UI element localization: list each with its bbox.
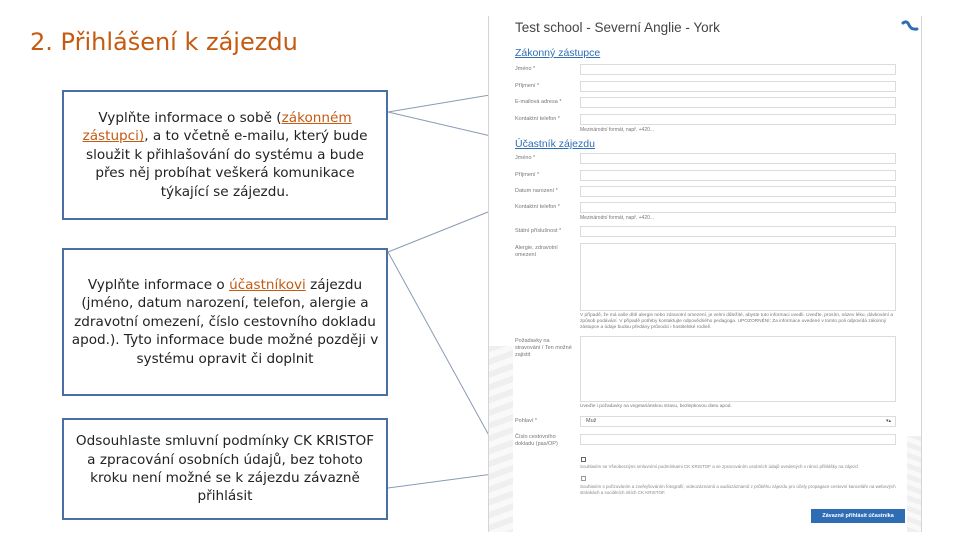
participant-document-input[interactable] <box>580 434 896 445</box>
callout-guardian-rest: , a to včetně e-mailu, který bude sloužit k přihlašování do systému a bude přes něj probíhat veškerá komunikace týkající se zájezdu. <box>86 128 368 200</box>
consent-terms-checkbox[interactable] <box>581 457 586 462</box>
registration-form <box>513 16 897 532</box>
participant-transport-textarea[interactable] <box>580 336 896 402</box>
section-participant-heading: Účastník zájezdu <box>515 138 595 150</box>
guardian-last-name-label: Příjmení * <box>515 83 540 89</box>
callout-participant-intro: Vyplňte informace o <box>87 277 230 294</box>
swirl-logo-icon <box>901 20 919 34</box>
guardian-last-name-input[interactable] <box>580 81 896 92</box>
transport-note: Uveďte i požadavky na vegetariánskou stravu, bezlepkovou dietu apod. <box>580 404 732 409</box>
participant-first-name-label: Jméno * <box>515 155 536 161</box>
participant-birth-date-label: Datum narození * <box>515 188 558 194</box>
guardian-phone-input[interactable] <box>580 114 896 125</box>
slide-title: 2. Přihlášení k zájezdu <box>30 28 298 56</box>
guardian-phone-label: Kontaktní telefon * <box>515 116 560 122</box>
participant-gender-label: Pohlaví * <box>515 418 538 424</box>
allergies-note: V případě, že má vaše dítě alergie nebo zdravotní omezení, je velmi důležité, abyste tuto informaci uvedli. Uveďte, prosím, název léku, dávkování a způsob podávání. V případě potřeby kontaktujte odpovědného pedagoga. UPOZORNĚNÍ: Za informace uvedené v tomto poli odpovídá zákonný zástupce a údaje budou předány průvodci i hostitelské rodině. <box>580 313 894 331</box>
background-decoration-right <box>907 436 921 532</box>
guardian-email-input[interactable] <box>580 97 896 108</box>
section-guardian-heading: Zákonný zástupce <box>515 47 601 59</box>
participant-citizenship-input[interactable] <box>580 226 896 237</box>
callout-participant-link: účastníkovi <box>229 277 306 294</box>
consent-media-checkbox[interactable] <box>581 476 586 481</box>
callout-guardian-link: zákonném zástupci) <box>82 110 352 145</box>
participant-document-label: Číslo cestovního dokladu (pas/OP) <box>515 434 558 447</box>
participant-last-name-label: Příjmení * <box>515 172 540 178</box>
participant-gender-select[interactable] <box>580 416 896 427</box>
guardian-first-name-label: Jméno * <box>515 66 536 72</box>
participant-citizenship-label: Státní příslušnost * <box>515 228 562 234</box>
consent-terms-text: Souhlasím se Všeobecnými smluvními podmínkami CK KRISTOF a se zpracováním osobních údajů uvedených v rámci přihlášky na zájezd <box>580 464 858 469</box>
participant-allergies-label: Alergie, zdravotní omezení <box>515 245 558 258</box>
form-screenshot <box>488 16 922 532</box>
callout-participant-rest: zájezdu (jméno, datum narození, telefon, alergie a zdravotní omezení, číslo cestovního dokladu apod.). Tyto informace bude možné později v systému opravit či doplnit <box>71 277 379 367</box>
submit-registration-button[interactable]: Závazně přihlásit účastníka <box>811 509 905 523</box>
participant-birth-date-input[interactable] <box>580 186 896 197</box>
participant-allergies-textarea[interactable] <box>580 243 896 311</box>
chevron-down-icon: ▾▴ <box>885 418 891 424</box>
guardian-first-name-input[interactable] <box>580 64 896 75</box>
participant-transport-label: Požadavky na stravování / Ten možné zajistit <box>515 338 572 358</box>
participant-phone-label: Kontaktní telefon * <box>515 204 560 210</box>
callout-consent-text: Odsouhlaste smluvní podmínky CK KRISTOF a zpracování osobních údajů, bez tohoto kroku není možné se k zájezdu závazně přihlásit <box>75 433 375 505</box>
participant-phone-input[interactable] <box>580 202 896 213</box>
participant-phone-hint: Mezinárodní formát, např. +420... <box>580 215 655 221</box>
guardian-phone-hint: Mezinárodní formát, např. +420... <box>580 127 655 133</box>
participant-last-name-input[interactable] <box>580 170 896 181</box>
background-decoration <box>489 346 513 532</box>
consent-media-text: Souhlasím s pořizováním a zveřejňováním fotografií, videozáznamů a audiozáznamů z průběhu zájezdu pro účely propagace cestovní kanceláře na webových stránkách a sociálních sítích CK KRISTOF. <box>580 484 896 495</box>
callout-guardian-intro: Vyplňte informace o sobě ( <box>98 110 282 127</box>
participant-first-name-input[interactable] <box>580 153 896 164</box>
guardian-email-label: E-mailová adresa * <box>515 99 562 105</box>
form-title: Test school - Severní Anglie - York <box>515 20 720 35</box>
gender-selected-value: Muž <box>586 418 597 424</box>
